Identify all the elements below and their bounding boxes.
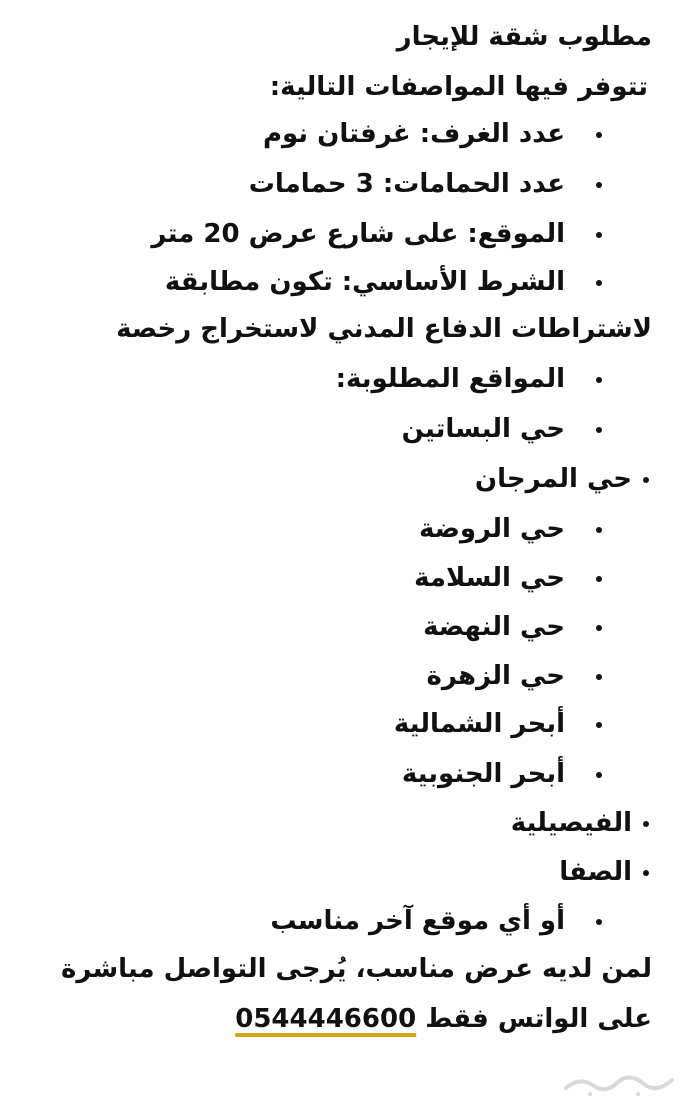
- location-item: [511, 806, 632, 840]
- location-item: [423, 610, 565, 644]
- location-label: أبحر الشمالية: [393, 709, 565, 739]
- bullet-dot: [596, 182, 602, 188]
- location-label: حي البساتين: [401, 414, 565, 444]
- spec-item-condition: [165, 265, 565, 299]
- bullet-dot: [596, 427, 602, 433]
- spec-item-bathrooms: [249, 167, 565, 201]
- bullet-dot: [596, 232, 602, 238]
- spec-label: عدد الحمامات: 3 حمامات: [248, 169, 565, 199]
- page-title: مطلوب شقة للإيجار: [396, 22, 652, 52]
- location-label: الفيصيلية: [510, 808, 632, 838]
- location-item: [419, 512, 565, 546]
- location-item: [475, 462, 632, 496]
- location-item: [270, 904, 565, 938]
- bullet-dot: [596, 722, 602, 728]
- locations-heading-label: المواقع المطلوبة:: [335, 364, 565, 394]
- bullet-dot: [596, 625, 602, 631]
- location-label: أو أي موقع آخر مناسب: [270, 906, 565, 936]
- spec-label: عدد الغرف: غرفتان نوم: [262, 119, 565, 149]
- location-label: حي المرجان: [474, 464, 632, 494]
- spec-item-location: [151, 217, 565, 251]
- location-item: [427, 659, 566, 693]
- bullet-dot: [643, 477, 649, 483]
- location-label: حي السلامة: [414, 563, 565, 593]
- contact-prefix: على الواتس فقط: [425, 1004, 652, 1034]
- bullet-dot: [596, 527, 602, 533]
- bullet-dot: [596, 280, 602, 286]
- location-label: حي النهضة: [423, 612, 565, 642]
- watermark-logo: [560, 1070, 680, 1098]
- bullet-dot: [596, 132, 602, 138]
- location-label: أبحر الجنوبية: [401, 759, 565, 789]
- bullet-dot: [596, 674, 602, 680]
- spec-label: الشرط الأساسي: تكون مطابقة: [164, 267, 565, 297]
- phone-number-link[interactable]: 0544446600: [235, 1004, 417, 1034]
- location-label: حي الروضة: [419, 514, 565, 544]
- contact-line-1: لمن لديه عرض مناسب، يُرجى التواصل مباشرة: [61, 954, 652, 984]
- location-label: الصفا: [559, 857, 632, 887]
- location-item: [402, 757, 565, 791]
- bullet-dot: [596, 377, 602, 383]
- spec-label: الموقع: على شارع عرض 20 متر: [151, 219, 565, 249]
- contact-line-2: [235, 1002, 652, 1036]
- bullet-dot: [643, 870, 649, 876]
- spec-continuation: لاشتراطات الدفاع المدني لاستخراج رخصة: [116, 314, 652, 344]
- locations-heading: [336, 362, 565, 396]
- location-item: [559, 855, 632, 889]
- location-item: [394, 707, 565, 741]
- bullet-dot: [596, 772, 602, 778]
- intro-text: تتوفر فيها المواصفات التالية:: [269, 72, 648, 102]
- spec-item-rooms: [263, 117, 565, 151]
- location-item: [402, 412, 565, 446]
- bullet-dot: [643, 821, 649, 827]
- bullet-dot: [596, 576, 602, 582]
- location-item: [414, 561, 565, 595]
- bullet-dot: [596, 919, 602, 925]
- location-label: حي الزهرة: [426, 661, 565, 691]
